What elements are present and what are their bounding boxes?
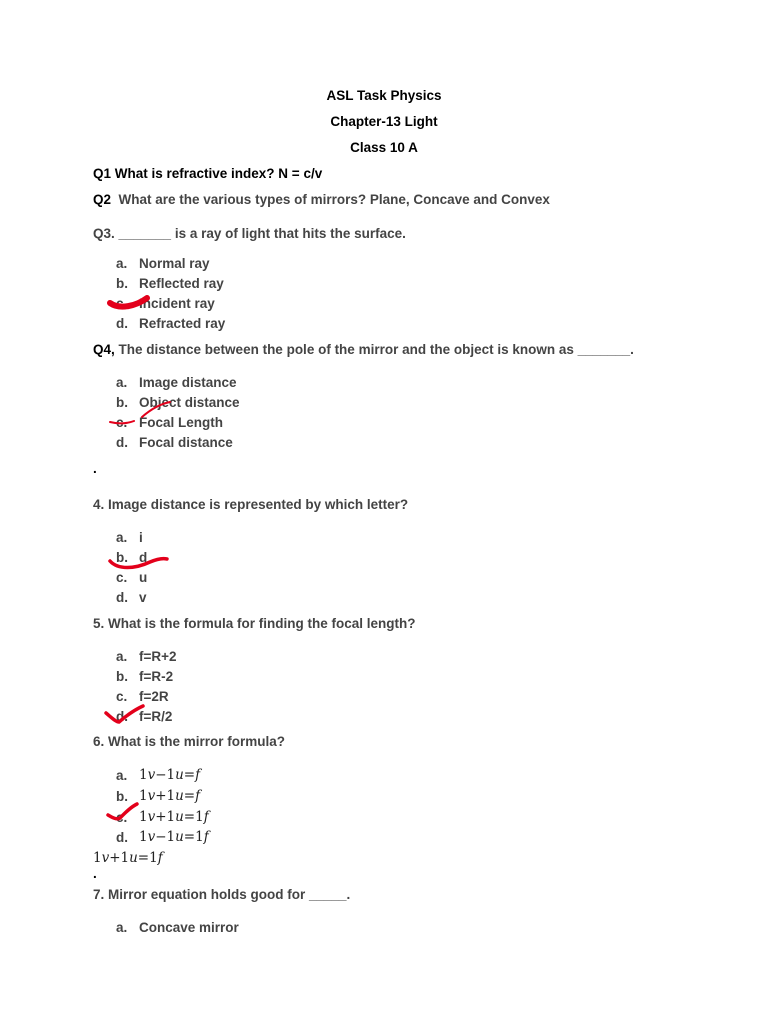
question-2 <box>93 192 550 208</box>
option-letter: c. <box>116 689 128 704</box>
option-text: d <box>139 550 148 565</box>
option-text: Incident ray <box>139 296 215 311</box>
option-letter: d. <box>116 435 128 450</box>
option-letter: b. <box>116 395 128 410</box>
option-letter: c. <box>116 570 128 585</box>
question-4 <box>93 342 634 358</box>
option-letter: a. <box>116 920 128 935</box>
option-text: Concave mirror <box>139 920 239 935</box>
document-title: ASL Task Physics <box>326 88 442 103</box>
option-letter: d. <box>116 709 128 724</box>
option-letter: b. <box>116 550 128 565</box>
question-4-label: Q4, <box>93 342 115 357</box>
option-text: Focal distance <box>139 435 233 450</box>
option-formula: 1𝑣−1𝑢=𝑓 <box>139 767 201 783</box>
question-7: 7. Mirror equation holds good for _____. <box>93 887 351 902</box>
formula-line: 1𝑣+1𝑢=1𝑓 <box>93 850 163 866</box>
option-letter: c. <box>116 415 128 430</box>
question-3: Q3. _______ is a ray of light that hits the surface. <box>93 226 406 241</box>
option-letter: a. <box>116 375 128 390</box>
question-2-text: What are the various types of mirrors? Plane, Concave and Convex <box>118 192 550 207</box>
option-text: i <box>139 530 143 545</box>
question-5: 5. What is the formula for finding the focal length? <box>93 616 416 631</box>
option-text: u <box>139 570 148 585</box>
option-letter: b. <box>116 276 128 291</box>
separator-dot: . <box>93 866 97 881</box>
option-letter: d. <box>116 830 128 845</box>
option-formula: 1𝑣−1𝑢=1𝑓 <box>139 829 209 845</box>
option-formula: 1𝑣+1𝑢=𝑓 <box>139 788 201 804</box>
option-letter: a. <box>116 649 128 664</box>
option-text: Image distance <box>139 375 237 390</box>
class-heading: Class 10 A <box>350 140 418 155</box>
option-letter: b. <box>116 789 128 804</box>
question-1: Q1 What is refractive index? N = c/v <box>93 166 323 181</box>
option-letter: d. <box>116 590 128 605</box>
option-text: Reflected ray <box>139 276 224 291</box>
option-text: f=2R <box>139 689 169 704</box>
option-formula: 1𝑣+1𝑢=1𝑓 <box>139 809 209 825</box>
option-letter: d. <box>116 316 128 331</box>
option-letter: a. <box>116 256 128 271</box>
option-text: Normal ray <box>139 256 210 271</box>
option-text: Object distance <box>139 395 240 410</box>
option-letter: b. <box>116 669 128 684</box>
question-6: 6. What is the mirror formula? <box>93 734 286 749</box>
option-text: Refracted ray <box>139 316 226 331</box>
chapter-heading: Chapter-13 Light <box>330 114 438 129</box>
option-text: f=R-2 <box>139 669 174 684</box>
question-image-distance: 4. Image distance is represented by which letter? <box>93 497 409 512</box>
option-letter: a. <box>116 530 128 545</box>
option-letter: c. <box>116 296 128 311</box>
question-2-label: Q2 <box>93 192 112 207</box>
separator-dot: . <box>93 461 97 476</box>
question-4-text: The distance between the pole of the mirror and the object is known as _______. <box>118 342 634 357</box>
option-letter: a. <box>116 768 128 783</box>
option-letter: c. <box>116 810 128 825</box>
option-text: Focal Length <box>139 415 223 430</box>
option-text: f=R+2 <box>139 649 177 664</box>
option-text: v <box>139 590 147 605</box>
option-text: f=R/2 <box>139 709 173 724</box>
